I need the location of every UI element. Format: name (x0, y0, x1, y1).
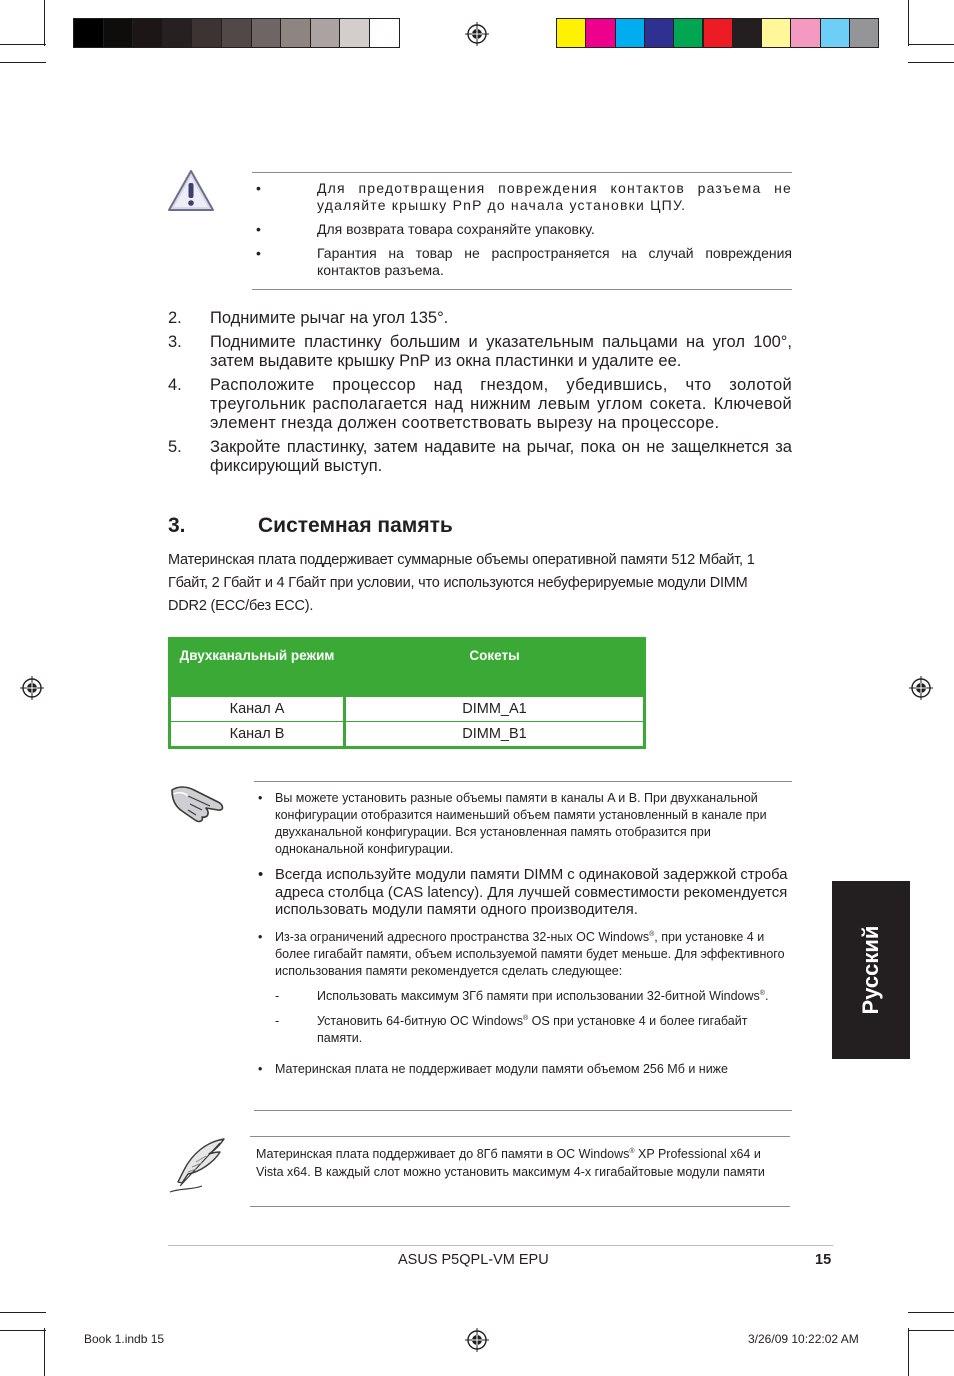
color-swatch (703, 18, 733, 48)
table-header-row (170, 639, 645, 696)
note2-rule-top (250, 1136, 790, 1137)
color-swatch (790, 18, 820, 48)
crop-mark (908, 44, 954, 45)
note-text: Вы можете установить разные объемы памяти в каналы A и B. При двухканальной конфигурации отобразится наименьший объем памяти установленный в канале при двухканальной конфигурации. Вся установленная память отобразится при одноканальной конфигурации. (275, 791, 767, 856)
color-swatch (761, 18, 791, 48)
section-heading (168, 514, 568, 540)
note2-text (256, 1146, 776, 1181)
slug-file-info: Book 1.indb 15 (84, 1332, 165, 1346)
note-item (258, 929, 790, 1047)
note-list (258, 790, 790, 1087)
crop-mark (0, 62, 46, 63)
color-swatch (191, 18, 222, 48)
step-number: 4. (168, 376, 182, 394)
note-sub-text: Использовать максимум 3Гб памяти при использовании 32-битной Windows (317, 988, 760, 1003)
note-rule-top (254, 781, 792, 782)
warning-text: Для возврата товара сохраняйте упаковку. (317, 221, 595, 237)
dash: - (275, 988, 280, 1003)
warning-item (256, 221, 792, 238)
step-text: Поднимите пластинку большим и указательным пальцами на угол 100°, затем выдавите крышку PnP из окна пластинки и удалите ее. (210, 333, 792, 370)
table-cell: DIMM_B1 (345, 722, 645, 748)
color-swatch (849, 18, 879, 48)
registration-mark-icon (20, 676, 44, 700)
registration-mark-icon (909, 676, 933, 700)
memory-channel-table (168, 637, 646, 749)
crop-mark (908, 62, 954, 63)
note-sub-text: OS при установке 4 и более гигабайт памяти. (317, 1013, 748, 1045)
color-swatch (73, 18, 104, 48)
color-swatch (585, 18, 615, 48)
warning-rule-top (252, 172, 792, 173)
step-text: Поднимите рычаг на угол 135°. (210, 309, 449, 327)
feather-pen-icon (166, 1136, 230, 1196)
pointing-hand-icon (168, 780, 230, 824)
color-swatch (132, 18, 163, 48)
color-swatch (673, 18, 703, 48)
step-number: 2. (168, 309, 182, 327)
warning-list (256, 180, 792, 286)
note-text: Из-за ограничений адресного пространства 32-ных ОС Windows (275, 929, 650, 944)
footer-rule (168, 1245, 833, 1246)
note-text: , при установке 4 и более гигабайт памяти, объем используемой памяти будет меньше. Для эффективного использования памяти рекомендуется сделать следующее: (275, 929, 785, 978)
table-cell: Канал B (170, 722, 345, 748)
warning-triangle-icon (166, 168, 216, 214)
bullet: • (258, 1061, 263, 1076)
warning-rule-bottom (252, 289, 792, 290)
page-number: 15 (815, 1252, 832, 1268)
note-sub-item (275, 988, 790, 1005)
step-text: Расположите процессор над гнездом, убедившись, что золотой треугольник располагается над нижним левым углом сокета. Ключевой элемент гнезда должен соответствовать вырезу на процессоре. (210, 376, 792, 432)
registered-mark: ® (759, 989, 765, 997)
dash: - (275, 1013, 280, 1028)
color-swatch (103, 18, 134, 48)
registered-mark: ® (649, 930, 655, 938)
crop-mark (908, 1328, 909, 1376)
table-cell: DIMM_A1 (345, 696, 645, 722)
bullet: • (256, 180, 263, 196)
section-intro: Материнская плата поддерживает суммарные объемы оперативной памяти 512 Мбайт, 1 Гбайт, 2 Гбайт и 4 Гбайт при условии, что используются небуферируемые модули DIMM DDR2 (ECC/без ECC). (168, 552, 755, 614)
bullet: • (258, 929, 263, 944)
section-title: Системная память (258, 514, 453, 537)
warning-item (256, 245, 792, 279)
registered-mark: ® (629, 1147, 635, 1155)
crop-mark (908, 0, 909, 46)
note2-text-part: XP Professional x64 и Vista x64. В каждый слот можно установить максимум 4-х гигабайтовые модули памяти (256, 1147, 765, 1179)
color-swatch (280, 18, 311, 48)
registration-mark-icon (465, 22, 489, 46)
bullet: • (258, 867, 264, 883)
color-swatch (221, 18, 252, 48)
color-swatch (339, 18, 370, 48)
color-swatch (644, 18, 674, 48)
color-swatch (556, 18, 586, 48)
step-item (168, 376, 792, 433)
warning-text: Гарантия на товар не распространяется на случай повреждения контактов разъема. (317, 245, 792, 278)
crop-mark (908, 1330, 954, 1331)
crop-mark (44, 1328, 45, 1376)
color-swatch (162, 18, 193, 48)
note-sub-text: Установить 64-битную ОС Windows (317, 1013, 523, 1028)
step-item (168, 333, 792, 371)
footer-model: ASUS P5QPL-VM EPU (398, 1252, 549, 1268)
bullet: • (256, 221, 261, 237)
color-swatch (732, 18, 762, 48)
crop-mark (0, 44, 46, 45)
registered-mark: ® (522, 1014, 529, 1022)
crop-mark (0, 1330, 46, 1331)
color-swatch (251, 18, 282, 48)
note-item (258, 1061, 790, 1078)
table-row (170, 722, 645, 748)
note-item (258, 867, 790, 920)
table-header-cell: Сокеты (345, 639, 645, 696)
note-item (258, 790, 790, 858)
section-number: 3. (168, 514, 186, 537)
slug-timestamp: 3/26/09 10:22:02 AM (748, 1332, 859, 1346)
language-label: Русский (858, 925, 883, 1015)
note2-text-part: Материнская плата поддерживает до 8Гб памяти в ОС Windows (256, 1147, 630, 1161)
color-swatch (615, 18, 645, 48)
step-number: 3. (168, 333, 182, 351)
warning-item (256, 180, 792, 214)
table-header-cell: Двухканальный режим (170, 639, 345, 696)
color-swatch (369, 18, 400, 48)
registration-mark-icon (465, 1328, 489, 1352)
language-side-tab (832, 881, 910, 1059)
warning-text: Для предотвращения повреждения контактов разъема не удаляйте крышку PnP до начала установки ЦПУ. (317, 180, 792, 213)
bullet: • (258, 791, 263, 805)
color-swatch (820, 18, 850, 48)
note2-rule-bottom (250, 1206, 790, 1207)
table-cell: Канал A (170, 696, 345, 722)
step-item (168, 309, 792, 328)
crop-mark (908, 1312, 954, 1313)
bullet: • (256, 245, 261, 261)
step-text: Закройте пластинку, затем надавите на рычаг, пока он не защелкнется за фиксирующий выступ. (210, 438, 792, 475)
step-item (168, 438, 792, 476)
period: . (764, 988, 769, 1003)
note-text: Всегда используйте модули памяти DIMM с одинаковой задержкой строба адреса столбца (CAS latency). Для лучшей совместимости рекомендуется использовать модули памяти одного производителя. (275, 867, 788, 918)
table-row (170, 696, 645, 722)
crop-mark (0, 1312, 46, 1313)
crop-mark (44, 0, 45, 46)
steps-list (168, 309, 792, 481)
note-rule-bottom (254, 1110, 792, 1111)
step-number: 5. (168, 438, 182, 456)
note-sub-item (275, 1013, 790, 1047)
note-text: Материнская плата не поддерживает модули памяти объемом 256 Мб и ниже (275, 1061, 728, 1076)
color-swatch (310, 18, 341, 48)
